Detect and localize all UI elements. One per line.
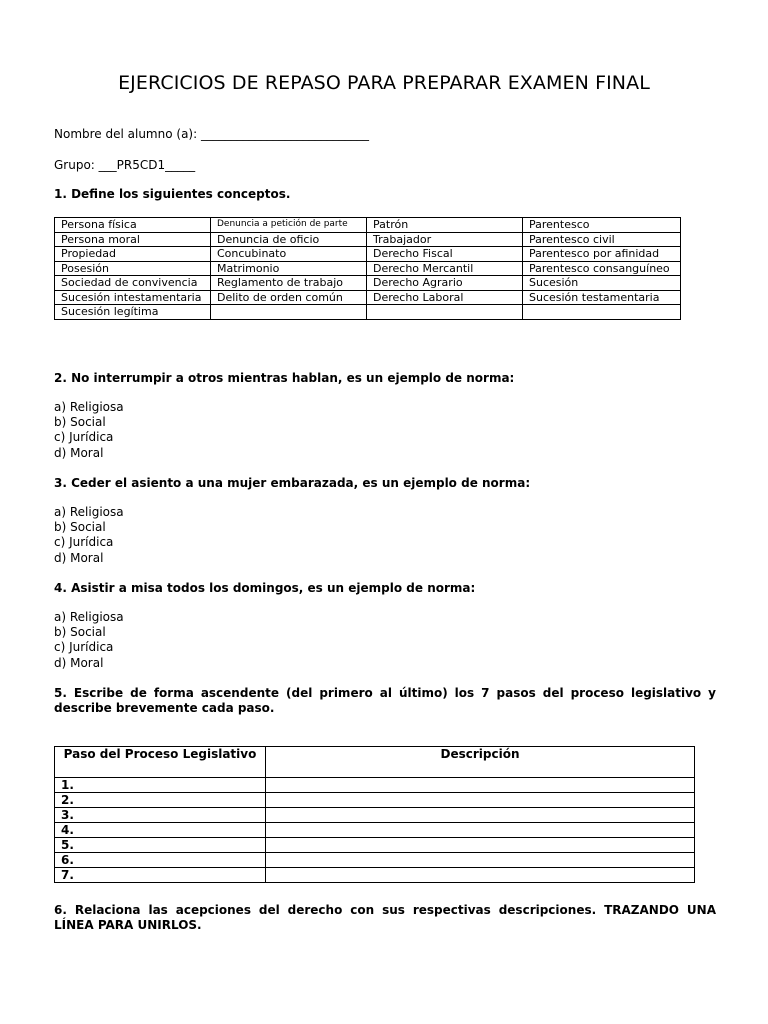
step-number: 6.	[55, 853, 266, 868]
concept-cell	[211, 305, 367, 320]
question-5: 5. Escribe de forma ascendente (del primero al último) los 7 pasos del proceso legislativo y describe brevemente cada paso.	[54, 686, 716, 715]
concept-cell: Sucesión legítima	[55, 305, 211, 320]
question-6: 6. Relaciona las acepciones del derecho con sus respectivas descripciones. TRAZANDO UNA LÍNEA PARA UNIRLOS.	[54, 903, 716, 932]
concept-cell: Trabajador	[367, 232, 523, 247]
step-number: 4.	[55, 823, 266, 838]
step-description[interactable]	[266, 808, 695, 823]
concept-cell: Parentesco	[523, 218, 681, 233]
table-row	[55, 808, 695, 823]
question-4-options	[54, 610, 124, 671]
option-d: d) Moral	[54, 655, 104, 670]
option-b: b) Social	[54, 520, 106, 535]
step-description[interactable]	[266, 853, 695, 868]
table-row	[55, 218, 681, 233]
concept-cell: Derecho Fiscal	[367, 247, 523, 262]
option-d: d) Moral	[54, 550, 104, 565]
concept-cell: Posesión	[55, 261, 211, 276]
concept-cell: Sucesión testamentaria	[523, 290, 681, 305]
option-a: a) Religiosa	[54, 400, 124, 414]
concept-cell: Denuncia a petición de parte	[211, 218, 367, 233]
group-line: Grupo: ___PR5CD1_____	[54, 158, 196, 172]
table-row	[55, 793, 695, 808]
concept-cell: Delito de orden común	[211, 290, 367, 305]
question-4: 4. Asistir a misa todos los domingos, es un ejemplo de norma:	[54, 581, 476, 595]
concept-cell: Parentesco consanguíneo	[523, 261, 681, 276]
concepts-table	[54, 217, 681, 320]
option-b: b) Social	[54, 415, 106, 430]
concept-cell: Sucesión	[523, 276, 681, 291]
option-c: c) Jurídica	[54, 430, 114, 445]
question-2-options	[54, 400, 124, 461]
concept-cell: Derecho Mercantil	[367, 261, 523, 276]
table-row	[55, 823, 695, 838]
concept-cell: Reglamento de trabajo	[211, 276, 367, 291]
table-row	[55, 261, 681, 276]
option-d: d) Moral	[54, 445, 104, 460]
option-a: a) Religiosa	[54, 610, 124, 624]
table-row	[55, 868, 695, 883]
question-2: 2. No interrumpir a otros mientras hablan, es un ejemplo de norma:	[54, 371, 515, 385]
step-number: 1.	[55, 778, 266, 793]
step-number: 2.	[55, 793, 266, 808]
table-row	[55, 853, 695, 868]
option-c: c) Jurídica	[54, 535, 114, 550]
option-c: c) Jurídica	[54, 640, 114, 655]
student-name-line: Nombre del alumno (a): ____________________________	[54, 127, 369, 141]
header-description: Descripción	[266, 747, 695, 778]
concept-cell: Parentesco por afinidad	[523, 247, 681, 262]
option-a: a) Religiosa	[54, 505, 124, 519]
concept-cell	[367, 305, 523, 320]
concept-cell: Denuncia de oficio	[211, 232, 367, 247]
step-description[interactable]	[266, 838, 695, 853]
header-step: Paso del Proceso Legislativo	[55, 747, 266, 778]
step-number: 3.	[55, 808, 266, 823]
step-description[interactable]	[266, 868, 695, 883]
table-row	[55, 305, 681, 320]
concept-cell: Sociedad de convivencia	[55, 276, 211, 291]
question-3-options	[54, 505, 124, 566]
concept-cell: Parentesco civil	[523, 232, 681, 247]
option-b: b) Social	[54, 625, 106, 640]
legislative-steps-table	[54, 746, 695, 883]
table-row	[55, 247, 681, 262]
concept-cell: Persona física	[55, 218, 211, 233]
step-number: 7.	[55, 868, 266, 883]
question-3: 3. Ceder el asiento a una mujer embarazada, es un ejemplo de norma:	[54, 476, 531, 490]
table-row	[55, 778, 695, 793]
question-1: 1. Define los siguientes conceptos.	[54, 187, 291, 201]
concept-cell: Patrón	[367, 218, 523, 233]
step-description[interactable]	[266, 823, 695, 838]
table-row	[55, 276, 681, 291]
concept-cell: Propiedad	[55, 247, 211, 262]
step-description[interactable]	[266, 778, 695, 793]
step-description[interactable]	[266, 793, 695, 808]
step-number: 5.	[55, 838, 266, 853]
concept-cell: Derecho Laboral	[367, 290, 523, 305]
concept-cell: Matrimonio	[211, 261, 367, 276]
table-row	[55, 838, 695, 853]
concept-cell: Sucesión intestamentaria	[55, 290, 211, 305]
concept-cell	[523, 305, 681, 320]
table-row	[55, 232, 681, 247]
table-row	[55, 290, 681, 305]
concept-cell: Concubinato	[211, 247, 367, 262]
concept-cell: Persona moral	[55, 232, 211, 247]
page-title: EJERCICIOS DE REPASO PARA PREPARAR EXAMEN FINAL	[118, 72, 650, 94]
concept-cell: Derecho Agrario	[367, 276, 523, 291]
